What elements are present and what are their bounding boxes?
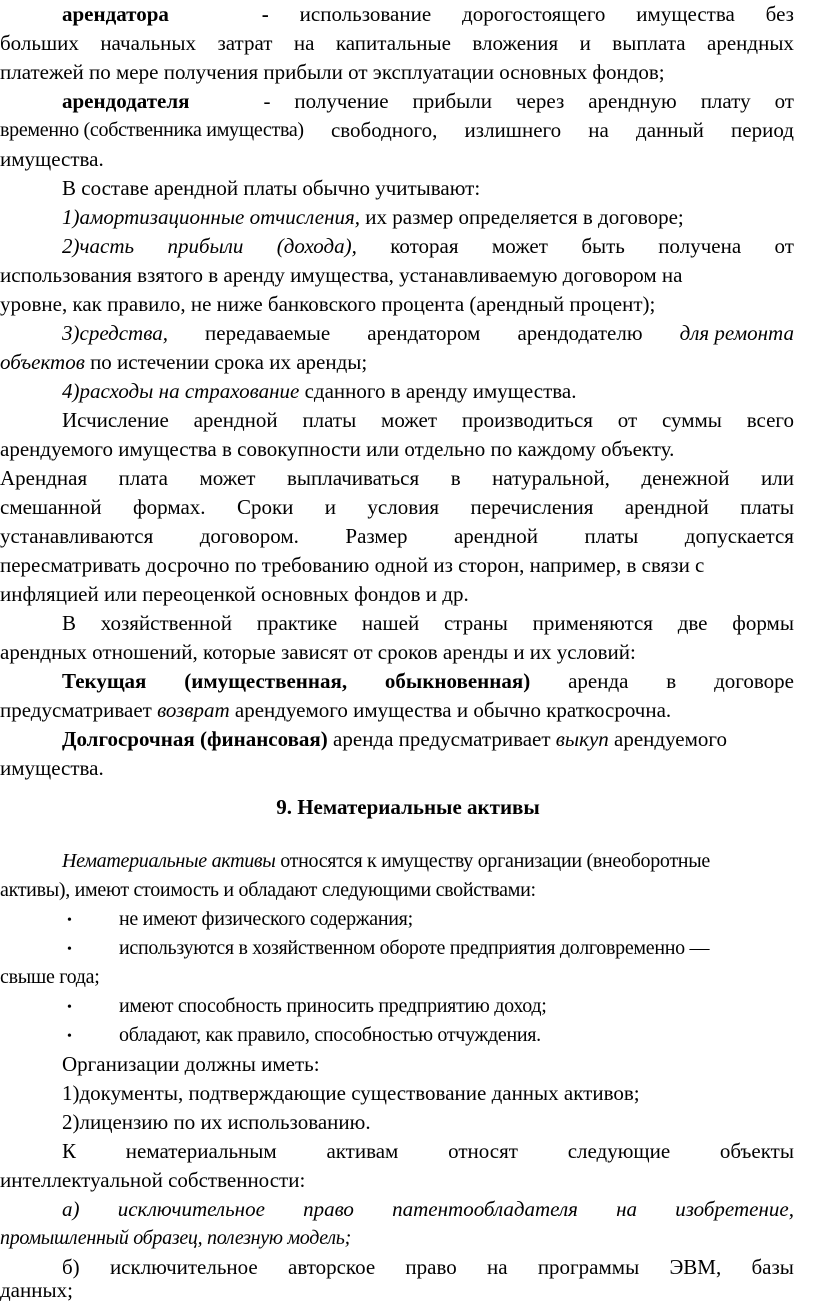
word: авторское xyxy=(288,1255,376,1279)
word: формы xyxy=(732,611,794,635)
lessor-line-1 xyxy=(62,87,794,116)
word: Сроки xyxy=(236,495,294,519)
text: арендуемого имущества и обычно краткосрочна. xyxy=(229,698,672,722)
word: арендодателю xyxy=(517,321,643,345)
word: платы xyxy=(740,495,794,519)
lessee-line-3: платежей по мере получения прибыли от эксплуатации основных фондов; xyxy=(0,60,665,84)
bullet-icon: • xyxy=(67,913,72,928)
word: прибыли xyxy=(167,234,244,258)
word: договором. xyxy=(199,524,299,548)
word: В xyxy=(62,611,77,635)
word: быть xyxy=(581,234,625,258)
current-line-1 xyxy=(62,667,794,696)
word: перечисления xyxy=(470,495,594,519)
owner-note: временно (собственника имущества) xyxy=(0,119,304,141)
word: базы xyxy=(751,1255,794,1279)
calc-line-6: пересматривать досрочно по требованию одной из сторон, например, в связи с xyxy=(0,553,705,577)
long-line-2: имущества. xyxy=(0,756,104,780)
long-line-1 xyxy=(62,725,727,754)
word: и xyxy=(324,495,337,519)
word: денежной xyxy=(641,466,730,490)
lessor-line-2 xyxy=(0,116,794,145)
calc-line-2: арендуемого имущества в совокупности или отдельно по каждому объекту. xyxy=(0,437,675,461)
word: нашей xyxy=(361,611,420,635)
calc-line-3 xyxy=(0,464,794,493)
word: платы xyxy=(302,408,357,432)
word: формах. xyxy=(133,495,206,519)
word: ЭВМ, xyxy=(669,1255,722,1279)
word: получение xyxy=(294,89,389,113)
word: аренда xyxy=(568,669,629,693)
word: натуральной, xyxy=(492,466,610,490)
word: может xyxy=(381,408,438,432)
word: передаваемые xyxy=(205,321,331,345)
word: а) xyxy=(62,1197,80,1221)
text: предусматривает xyxy=(0,698,158,722)
bullet-icon: • xyxy=(67,1000,72,1015)
word: арендной xyxy=(193,408,278,432)
bullet-item: имеют способность приносить предприятию доход; xyxy=(119,995,547,1017)
word: относят xyxy=(448,1139,518,1163)
word: Текущая xyxy=(62,669,147,693)
word: суммы xyxy=(661,408,722,432)
word: (имущественная, xyxy=(184,669,348,693)
word: имущества xyxy=(636,2,735,26)
object-a-line-2: промышленный образец, полезную модель; xyxy=(0,1227,351,1249)
word: страны xyxy=(443,611,508,635)
word: допускается xyxy=(684,524,794,548)
word: программы xyxy=(537,1255,640,1279)
text: по истечении срока их аренды; xyxy=(84,350,368,374)
bullet-item: не имеют физического содержания; xyxy=(119,908,413,930)
word: изобретение, xyxy=(675,1197,794,1221)
word: практике xyxy=(256,611,338,635)
word: период xyxy=(731,118,794,142)
word: арендную xyxy=(588,89,677,113)
word: арендатором xyxy=(367,321,481,345)
word: - xyxy=(263,89,271,113)
word: Арендная xyxy=(0,466,88,490)
item-4 xyxy=(62,377,576,406)
word: которая xyxy=(390,234,459,258)
word: на xyxy=(487,1255,508,1279)
forms-line-1 xyxy=(62,609,794,638)
italic-word: объектов xyxy=(0,350,85,374)
word: устанавливаются xyxy=(0,524,154,548)
word: выплата xyxy=(612,31,686,55)
bullet-item: обладают, как правило, способностью отчуждения. xyxy=(119,1024,541,1046)
orgs-item-2: 2)лицензию по их использованию. xyxy=(62,1110,371,1134)
forms-line-2: арендных отношений, которые зависят от сроков аренды и их условий: xyxy=(0,640,636,664)
objects-line-1 xyxy=(62,1137,794,1166)
word: дорогостоящего xyxy=(462,2,606,26)
orgs-intro: Организации должны иметь: xyxy=(62,1052,320,1076)
item-1-label: 1)амортизационные отчисления, xyxy=(62,205,361,229)
word: право xyxy=(303,1197,354,1221)
word: затрат xyxy=(217,31,273,55)
word: от xyxy=(617,408,638,432)
word: получена xyxy=(658,234,742,258)
word: выплачиваться xyxy=(286,466,420,490)
word: использование xyxy=(299,2,432,26)
word: арендной xyxy=(453,524,539,548)
word: или xyxy=(761,466,794,490)
word: и xyxy=(579,31,591,55)
word: нематериальным xyxy=(125,1139,277,1163)
word: условия xyxy=(367,495,440,519)
word: через xyxy=(515,89,565,113)
word: право xyxy=(405,1255,457,1279)
bullet-icon: • xyxy=(67,942,72,957)
item-3-line-1 xyxy=(62,319,794,348)
text: арендуемого xyxy=(608,727,728,751)
word: активам xyxy=(326,1139,399,1163)
word: больших xyxy=(0,31,79,55)
word: данный xyxy=(636,118,704,142)
section-heading: 9. Нематериальные активы xyxy=(276,795,540,819)
word: 2)часть xyxy=(62,234,135,258)
word: платы xyxy=(584,524,639,548)
word: обыкновенная) xyxy=(384,669,531,693)
bullet-item: используются в хозяйственном обороте предприятия долговременно — xyxy=(119,937,710,959)
word: исключительное xyxy=(117,1197,265,1221)
text: аренда предусматривает xyxy=(327,727,556,751)
item-1 xyxy=(62,203,684,232)
object-b-line-1 xyxy=(62,1253,794,1282)
italic-word: выкуп xyxy=(555,727,609,751)
word: К xyxy=(62,1139,77,1163)
word: без xyxy=(765,2,794,26)
dash: - xyxy=(261,2,269,26)
word: прибыли xyxy=(412,89,493,113)
intangible-line-1 xyxy=(62,847,710,876)
word: следующие xyxy=(567,1139,671,1163)
term-lessor: арендодателя xyxy=(62,89,190,113)
intangible-line-2: активы), имеют стоимость и обладают следующими свойствами: xyxy=(0,879,536,901)
word: от xyxy=(774,234,794,258)
lessee-line-2 xyxy=(0,29,794,58)
word: б) xyxy=(62,1255,80,1279)
item-2-line-1 xyxy=(62,232,794,261)
word: две xyxy=(677,611,708,635)
text: относятся к имуществу организации (внеоборотные xyxy=(275,850,710,872)
calc-line-5 xyxy=(0,522,794,551)
object-b-line-2: данных; xyxy=(0,1278,73,1302)
word: капитальные xyxy=(335,31,451,55)
word: излишнего xyxy=(464,118,562,142)
word: для ремонта xyxy=(679,321,794,345)
word: на xyxy=(293,31,315,55)
orgs-item-1: 1)документы, подтверждающие существование данных активов; xyxy=(62,1081,640,1105)
includes-intro: В составе арендной платы обычно учитывают: xyxy=(62,176,481,200)
lessor-line-3: имущества. xyxy=(0,147,104,171)
word: договоре xyxy=(714,669,794,693)
word: может xyxy=(199,466,256,490)
word: применяются xyxy=(532,611,653,635)
word: арендной xyxy=(624,495,709,519)
word: Размер xyxy=(345,524,408,548)
word: плату xyxy=(700,89,751,113)
bullet-item-continuation: свыше года; xyxy=(0,966,100,988)
word: патентообладателя xyxy=(392,1197,578,1221)
word: в xyxy=(666,669,677,693)
word: 3)средства, xyxy=(62,321,168,345)
word: вложения xyxy=(472,31,559,55)
word: производиться xyxy=(461,408,593,432)
term-long: Долгосрочная (финансовая) xyxy=(62,727,328,751)
item-4-text: сданного в аренду имущества. xyxy=(299,379,577,403)
calc-line-1 xyxy=(62,406,794,435)
word: Исчисление xyxy=(62,408,169,432)
item-4-label: 4)расходы на страхование xyxy=(62,379,300,403)
object-a-line-1 xyxy=(62,1195,794,1224)
objects-line-2: интеллектуальной собственности: xyxy=(0,1168,306,1192)
item-3-line-2 xyxy=(0,348,367,377)
word: от xyxy=(774,89,794,113)
word: объекты xyxy=(719,1139,794,1163)
word: на xyxy=(588,118,609,142)
item-1-text: их размер определяется в договоре; xyxy=(360,205,684,229)
italic-term: Нематериальные активы xyxy=(62,850,276,872)
word: может xyxy=(491,234,548,258)
word: плата xyxy=(118,466,168,490)
word: начальных xyxy=(100,31,197,55)
word: арендных xyxy=(707,31,794,55)
word: (дохода), xyxy=(276,234,357,258)
word: свободного, xyxy=(330,118,438,142)
word: в xyxy=(450,466,461,490)
term-lessee: арендатора xyxy=(62,2,169,26)
word: на xyxy=(616,1197,638,1221)
word: смешанной xyxy=(0,495,102,519)
bullet-icon: • xyxy=(67,1029,72,1044)
word: всего xyxy=(746,408,794,432)
lessee-line-1 xyxy=(62,0,794,29)
item-2-line-3: уровне, как правило, не ниже банковского процента (арендный процент); xyxy=(0,292,656,316)
word: хозяйственной xyxy=(100,611,232,635)
item-2-line-2: использования взятого в аренду имущества, устанавливаемую договором на xyxy=(0,263,683,287)
word: исключительное xyxy=(109,1255,258,1279)
calc-line-7: инфляцией или переоценкой основных фондов и др. xyxy=(0,582,469,606)
italic-word: возврат xyxy=(157,698,230,722)
calc-line-4 xyxy=(0,493,794,522)
current-line-2 xyxy=(0,696,671,725)
